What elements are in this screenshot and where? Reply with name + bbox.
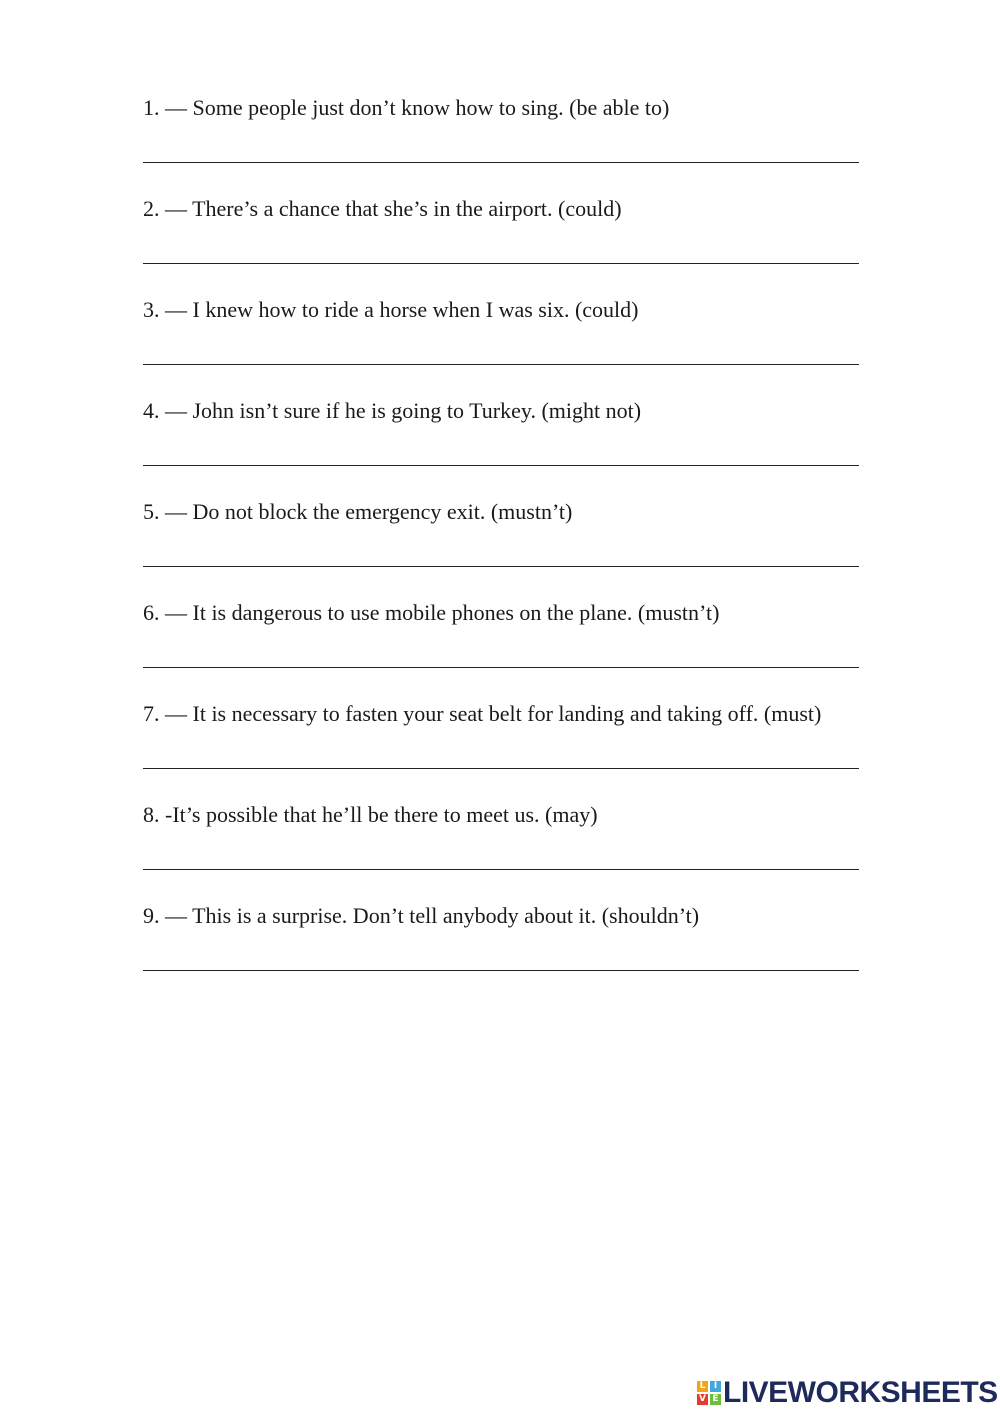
logo-mark-e: E <box>710 1394 721 1405</box>
exercise-prompt: 8. -It’s possible that he’ll be there to meet us. (may) <box>143 802 598 827</box>
exercise-3 <box>143 297 883 323</box>
exercise-prompt: 3. — I knew how to ride a horse when I was six. (could) <box>143 297 639 322</box>
exercise-6 <box>143 600 883 626</box>
logo-mark-i: I <box>710 1381 721 1392</box>
answer-input-1[interactable] <box>143 162 859 163</box>
exercise-prompt: 6. — It is dangerous to use mobile phones on the plane. (mustn’t) <box>143 600 720 625</box>
logo-mark-l: L <box>697 1381 708 1392</box>
exercise-prompt: 5. — Do not block the emergency exit. (mustn’t) <box>143 499 573 524</box>
exercise-prompt: 9. — This is a surprise. Don’t tell anybody about it. (shouldn’t) <box>143 903 700 928</box>
exercise-prompt: 2. — There’s a chance that she’s in the airport. (could) <box>143 196 622 221</box>
liveworksheets-logo-icon <box>697 1381 721 1405</box>
answer-input-4[interactable] <box>143 465 859 466</box>
answer-input-2[interactable] <box>143 263 859 264</box>
answer-input-9[interactable] <box>143 970 859 971</box>
answer-input-3[interactable] <box>143 364 859 365</box>
logo-text: LIVEWORKSHEETS <box>723 1376 998 1409</box>
exercise-7 <box>143 701 883 727</box>
exercise-8 <box>143 802 883 828</box>
liveworksheets-logo[interactable] <box>697 1376 998 1410</box>
exercise-4 <box>143 398 883 424</box>
answer-input-8[interactable] <box>143 869 859 870</box>
exercise-prompt: 7. — It is necessary to fasten your seat belt for landing and taking off. (must) <box>143 701 822 726</box>
exercise-5 <box>143 499 883 525</box>
logo-mark-v: V <box>697 1394 708 1405</box>
exercise-1 <box>143 95 883 121</box>
answer-input-6[interactable] <box>143 667 859 668</box>
exercise-9 <box>143 903 883 929</box>
answer-input-7[interactable] <box>143 768 859 769</box>
exercise-prompt: 1. — Some people just don’t know how to sing. (be able to) <box>143 95 670 120</box>
exercise-2 <box>143 196 883 222</box>
answer-input-5[interactable] <box>143 566 859 567</box>
exercise-prompt: 4. — John isn’t sure if he is going to Turkey. (might not) <box>143 398 642 423</box>
